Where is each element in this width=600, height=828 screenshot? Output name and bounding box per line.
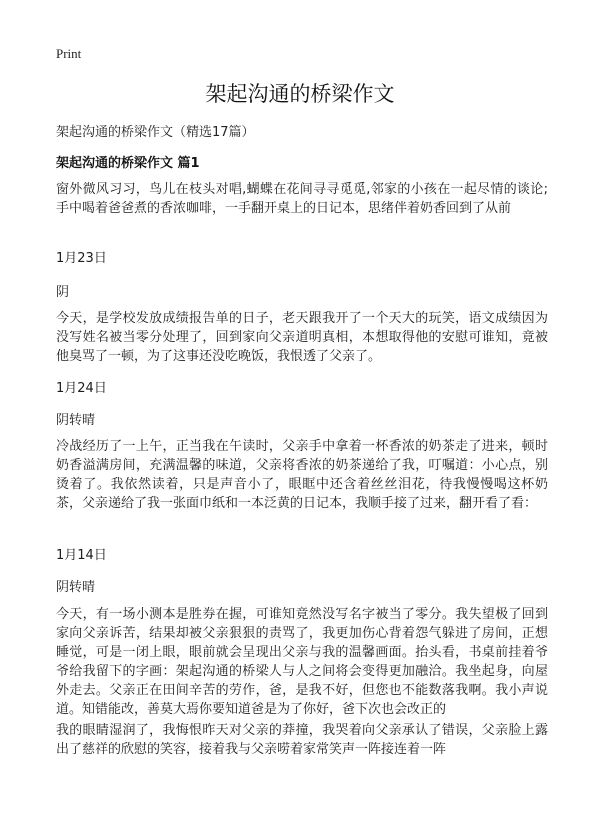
entry-date: 1月14日 (56, 548, 107, 563)
page-title: 架起沟通的桥梁作文 (205, 82, 395, 106)
entry-paragraph: 冷战经历了一上午，正当我在午读时，父亲手中拿着一杯香浓的奶茶走了进来，顿时奶香溢满房间，充满温馨的味道，父亲将香浓的奶茶递给了我，叮嘱道：小心点，别烫着了。我依然读着，只是声音小了，眼眶中还含着丝丝泪花，待我慢慢喝这杯奶茶，父亲递给了我一张面巾纸和一本泛黄的日记本，我顺手接了过来，翻开看了看： (56, 439, 548, 511)
page-subtitle: 架起沟通的桥梁作文（精选17篇） (56, 125, 255, 140)
closing-paragraph: 我的眼睛湿润了，我悔恨昨天对父亲的莽撞，我哭着向父亲承认了错误，父亲脸上露出了慈祥的欣慰的笑容，接着我与父亲唠着家常笑声一阵接连着一阵 (56, 723, 548, 757)
print-link[interactable]: Print (56, 46, 82, 61)
entry-date: 1月24日 (56, 381, 107, 396)
entry-weather: 阴 (56, 285, 70, 300)
entry-weather: 阴转晴 (56, 413, 96, 428)
intro-paragraph: 窗外微风习习，鸟儿在枝头对唱,蝴蝶在花间寻寻觅觅,邻家的小孩在一起尽情的谈论;手中喝着爸爸煮的香浓咖啡，一手翻开桌上的日记本，思绪伴着奶香回到了从前 (56, 182, 548, 216)
entry-weather: 阴转晴 (56, 580, 96, 595)
entry-date: 1月23日 (56, 251, 107, 266)
article-heading: 架起沟通的桥梁作文 篇1 (56, 156, 200, 171)
entry-paragraph: 今天，有一场小测本是胜券在握，可谁知竟然没写名字被当了零分。我失望极了回到家向父亲诉苦，结果却被父亲狠狠的责骂了，我更加伤心背着怨气躲进了房间，正想睡觉，可是一闭上眼，眼前就会呈现出父亲与我的温馨画面。抬头看，书桌前挂着爷爷给我留下的字画：架起沟通的桥梁人与人之间将会变得更加融洽。我坐起身，向屋外走去。父亲正在田间辛苦的劳作，爸，是我不好，但您也不能数落我啊。我小声说道。知错能改，善莫大焉你要知道爸是为了你好，爸下次也会改正的 (56, 607, 548, 717)
entry-paragraph: 今天，是学校发放成绩报告单的日子，老天跟我开了一个天大的玩笑，语文成绩因为没写姓名被当零分处理了，回到家向父亲道明真相，本想取得他的安慰可谁知，竟被他臭骂了一顿，为了这事还没吃晚饭，我恨透了父亲了。 (56, 311, 548, 364)
